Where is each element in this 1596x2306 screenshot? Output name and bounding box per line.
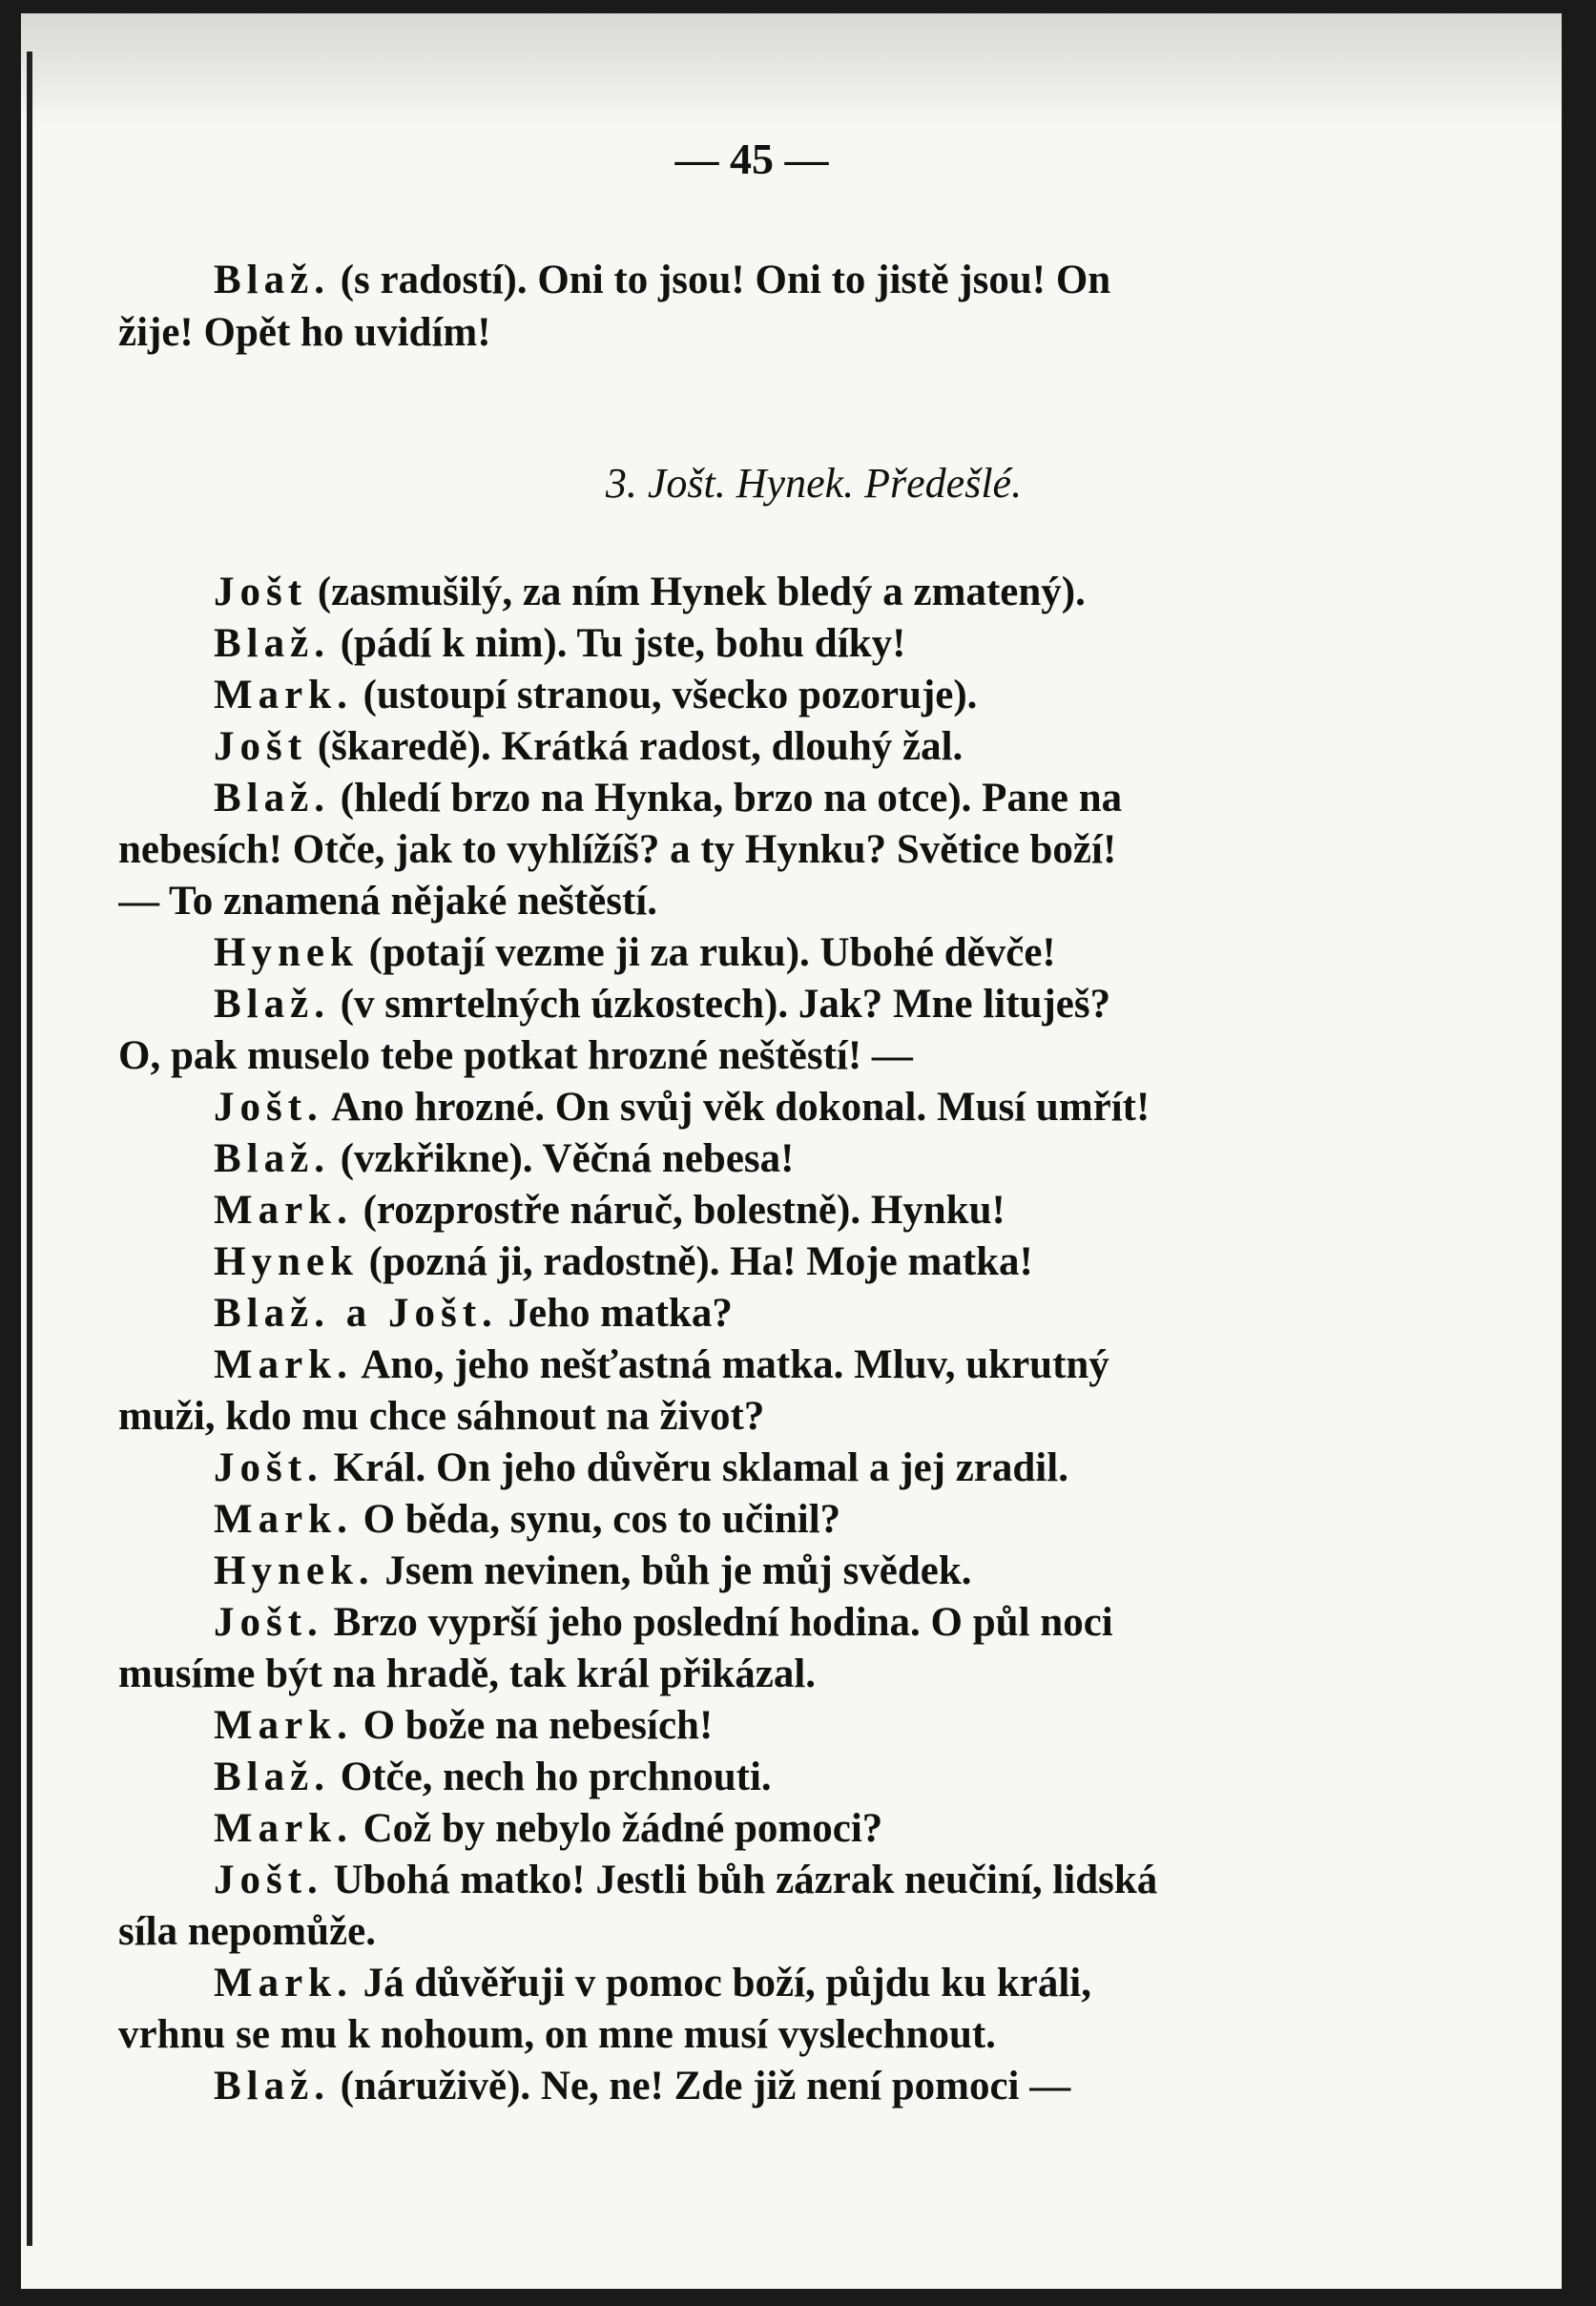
text-line: Blaž. (v smrtelných úzkostech). Jak? Mne lituješ? [214,982,1111,1027]
text-line: Mark. Já důvěřuji v pomoc boží, půjdu ku králi, [214,1961,1091,2005]
book-page [21,13,1562,2289]
text-line: Jošt. Ubohá matko! Jestli bůh zázrak neučiní, lidská [214,1858,1158,1902]
text-line: Hynek. Jsem nevinen, bůh je můj svědek. [214,1548,972,1593]
text-line: Jošt. Král. On jeho důvěru sklamal a jej zradil. [214,1445,1068,1490]
text-line: Mark. O běda, synu, cos to učinil? [214,1497,841,1542]
text-line: síla nepomůže. [118,1909,376,1954]
text-line: Blaž. a Jošt. Jeho matka? [214,1291,733,1336]
text-line: O, pak muselo tebe potkat hrozné neštěstí! — [118,1033,913,1078]
text-line: Jošt. Ano hrozné. On svůj věk dokonal. Musí umřít! [214,1085,1150,1130]
text-line: Jošt (škaredě). Krátká radost, dlouhý žal. [214,724,964,769]
text-line: Hynek (pozná ji, radostně). Ha! Moje matka! [214,1239,1033,1284]
text-line: Hynek (potají vezme ji za ruku). Ubohé děvče! [214,930,1056,975]
text-line: Mark. Což by nebylo žádné pomoci? [214,1806,883,1851]
text-line: musíme být na hradě, tak král přikázal. [118,1652,817,1696]
text-line: Jošt. Brzo vyprší jeho poslední hodina. O půl noci [214,1600,1113,1645]
scene-heading: 3. Jošt. Hynek. Předešlé. [605,460,1023,507]
page-number: — 45 — [674,135,829,183]
text-line: Blaž. (náruživě). Ne, ne! Zde již není pomoci — [214,2064,1071,2109]
text-line: Blaž. (hledí brzo na Hynka, brzo na otce). Pane na [214,776,1123,821]
text-line: Blaž. Otče, nech ho prchnouti. [214,1755,772,1799]
page-edge-shadow [27,52,32,2246]
text-line: Blaž. (s radostí). Oni to jsou! Oni to jistě jsou! On [214,258,1111,302]
text-line: Mark. (rozprostře náruč, bolestně). Hynku! [214,1188,1005,1233]
text-line: Mark. O bože na nebesích! [214,1703,714,1748]
text-line: muži, kdo mu chce sáhnout na život? [118,1394,765,1439]
text-line: žije! Opět ho uvidím! [118,310,491,355]
text-line: Jošt (zasmušilý, za ním Hynek bledý a zmatený). [214,570,1086,614]
text-line: vrhnu se mu k nohoum, on mne musí vyslechnout. [118,2012,996,2057]
text-line: Mark. (ustoupí stranou, všecko pozoruje). [214,673,978,717]
text-line: Mark. Ano, jeho nešťastná matka. Mluv, ukrutný [214,1342,1109,1387]
text-line: nebesích! Otče, jak to vyhlížíš? a ty Hynku? Světice boží! [118,827,1117,872]
text-line: Blaž. (pádí k nim). Tu jste, bohu díky! [214,621,906,666]
text-line: — To znamená nějaké neštěstí. [118,879,657,924]
text-line: Blaž. (vzkřikne). Věčná nebesa! [214,1136,795,1181]
